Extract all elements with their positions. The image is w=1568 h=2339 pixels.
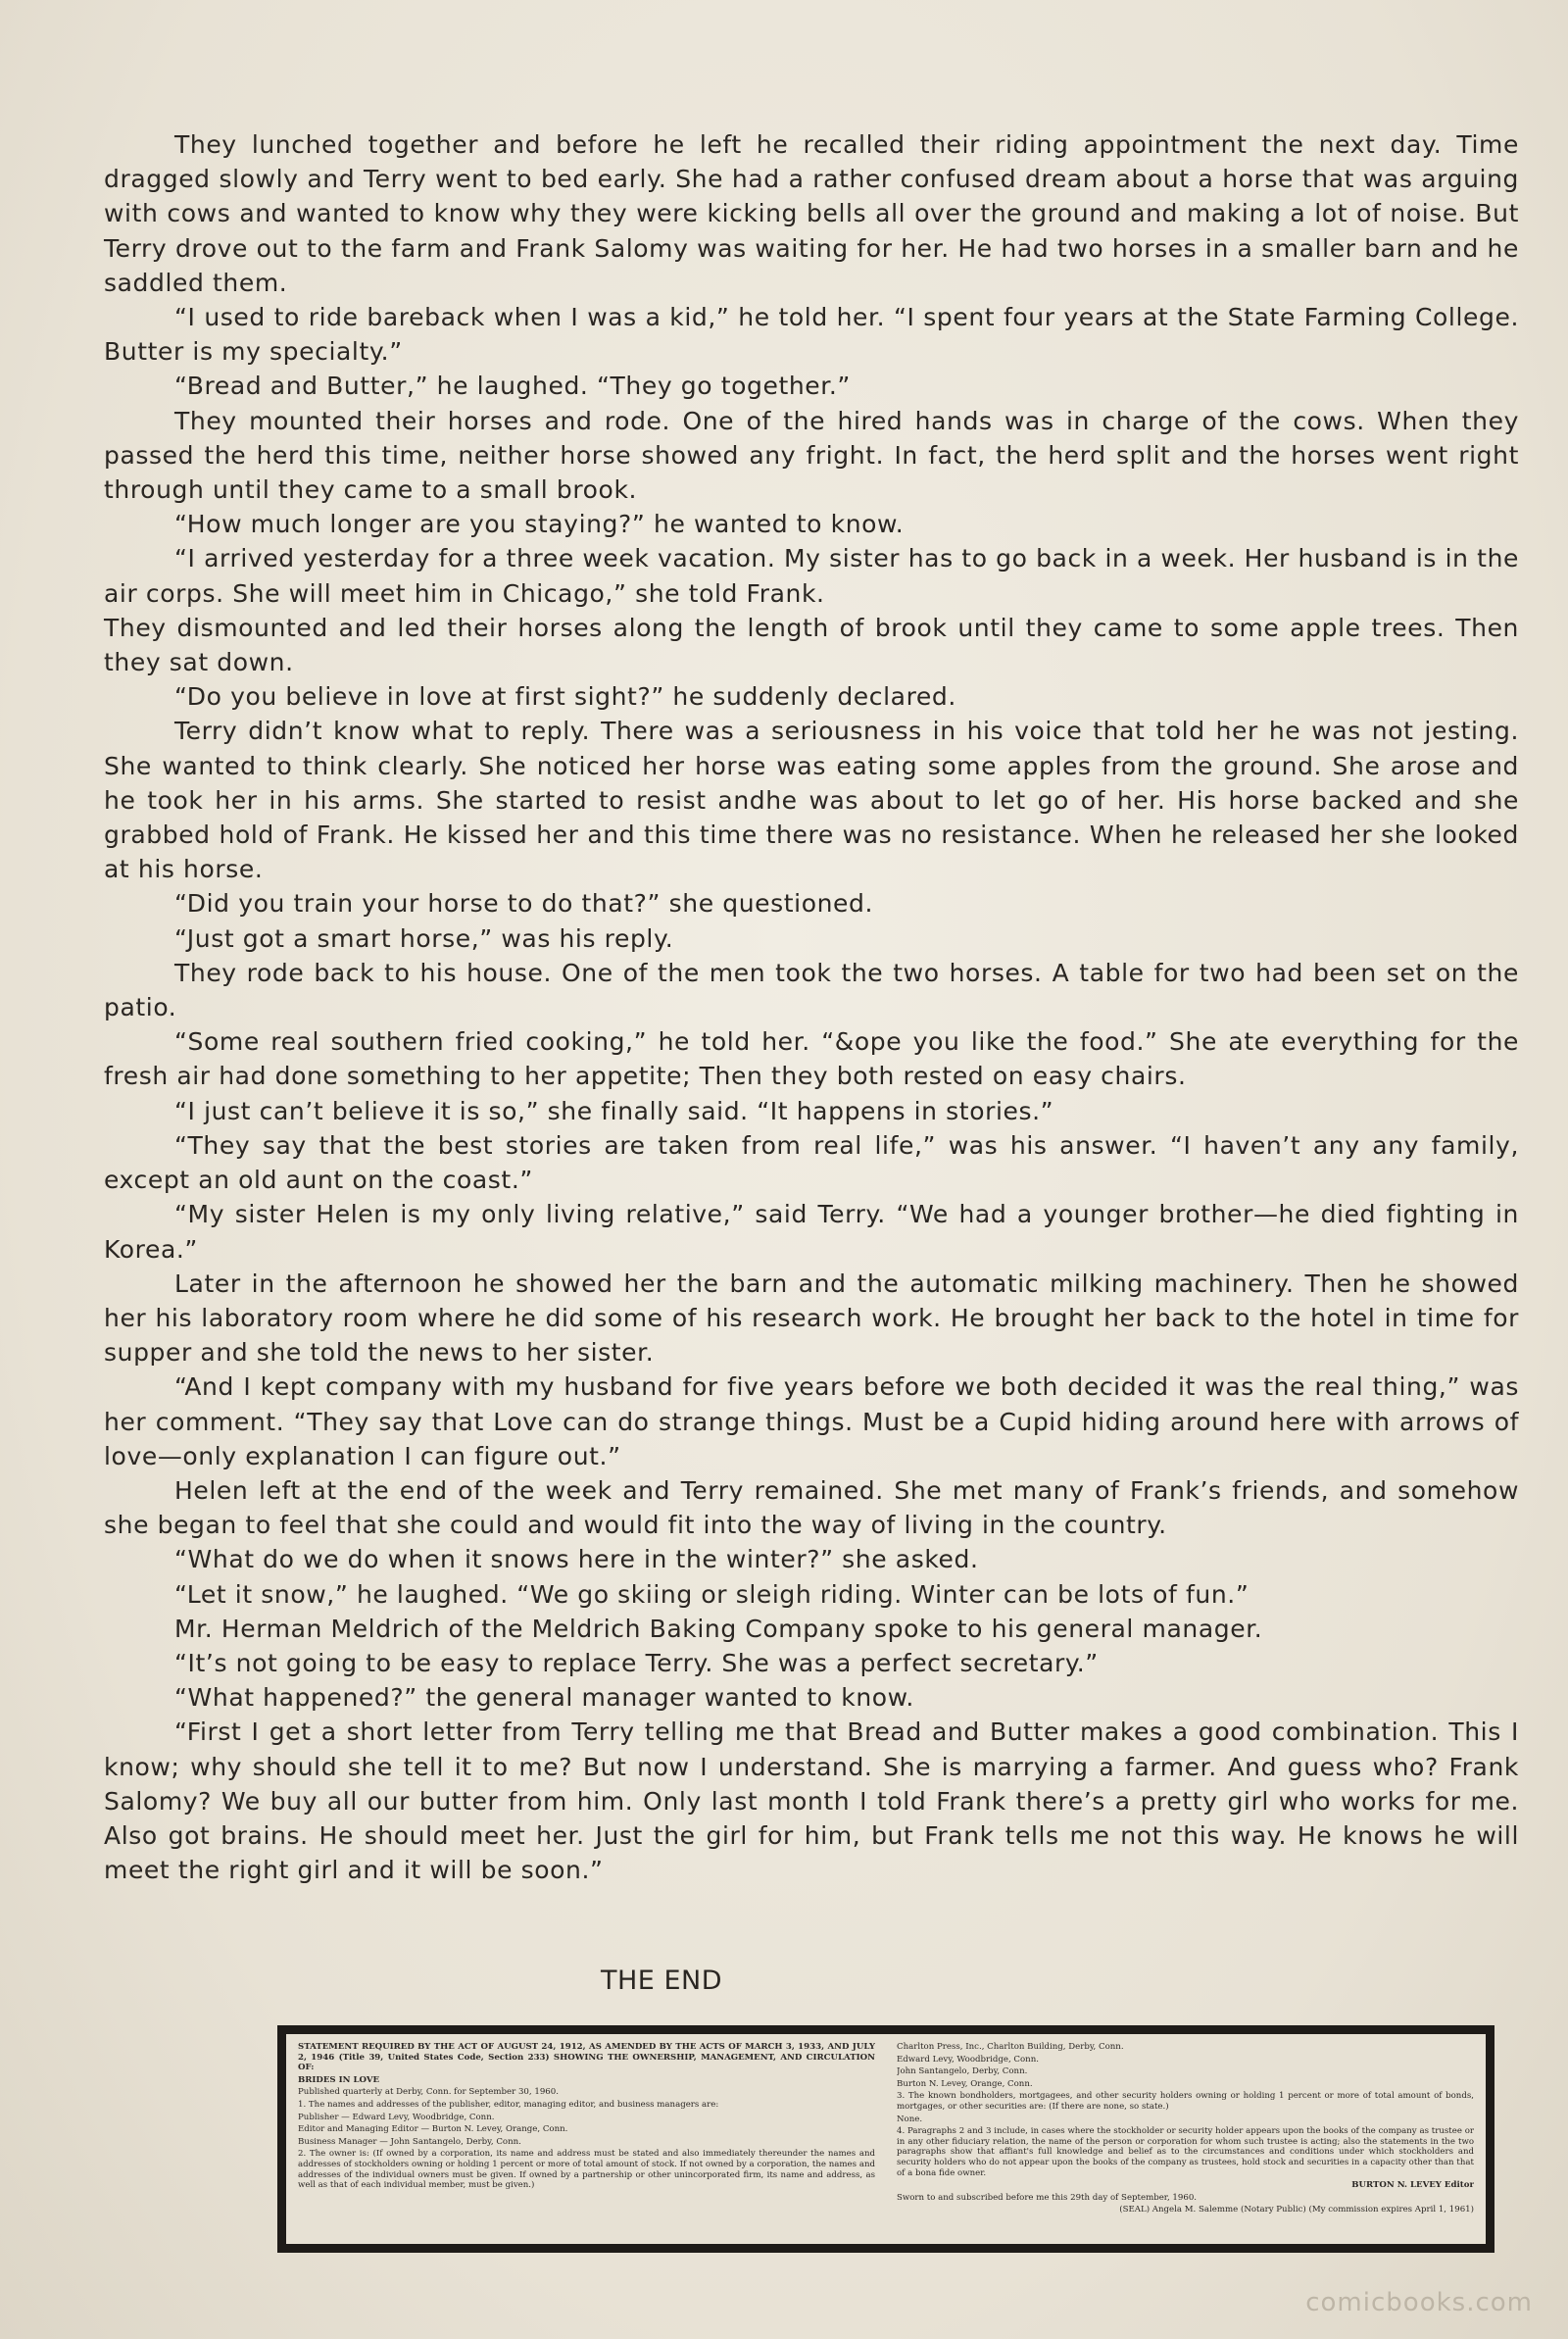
statement-item: Publisher — Edward Levy, Woodbridge, Conn. [298,2112,495,2122]
paragraph: They rode back to his house. One of the men took the two horses. A table for two had been set on the patio. [104,958,1519,1022]
statement-left-column [298,2042,875,2236]
paragraph: “Let it snow,” he laughed. “We go skiing or sleigh riding. Winter can be lots of fun.” [174,1579,1250,1609]
paragraph: “Do you believe in love at first sight?” he suddenly declared. [174,682,956,712]
the-end-label: THE END [601,1966,722,1996]
statement-item: 4. Paragraphs 2 and 3 include, in cases where the stockholder or security holder appears upon the books of the company as trustee or in any other fiduciary relation, the name of the person or corporation for whom such trustee is acting; also the statements in the two paragraphs show that affiant's full knowledge and belief as to the circumstances and conditions under which stockholders and security holders who do not appear upon the books of the company as trustees, hold stock and securities in a capacity other than that of a bona fide owner. [897,2126,1474,2178]
paragraph: They lunched together and before he left he recalled their riding appointment the next day. Time dragged slowly and Terry went to bed early. She had a rather confused dream about a horse that was arguing with cows and wanted to know why they were kicking bells all over the ground and making a lot of noise. But Terry drove out to the farm and Frank Salomy was waiting for her. He had two horses in a smaller barn and he saddled them. [104,130,1519,297]
statement-signature: BURTON N. LEVEY Editor [1351,2180,1474,2191]
paragraph: “I just can’t believe it is so,” she finally said. “It happens in stories.” [174,1096,1054,1125]
ownership-statement-box [277,2025,1494,2253]
paragraph: “How much longer are you staying?” he wanted to know. [174,510,905,539]
statement-item: 3. The known bondholders, mortgagees, and other security holders owning or holding 1 percent or more of total amount of bonds, mortgages, or other securities are: (If there are none, so state.) [897,2091,1474,2112]
paragraph: They dismounted and led their horses along the length of brook until they came to some apple trees. Then they sat down. [104,613,1519,677]
statement-item: Edward Levy, Woodbridge, Conn. [897,2054,1039,2065]
statement-item: 2. The owner is: (If owned by a corporation, its name and address must be stated and also immediately thereunder the names and addresses of stockholders owning or holding 1 percent or more of total amount of stock. If not owned by a corporation, the names and addresses of the individual owners must be given. If owned by a partnership or other unincorporated firm, its name and address, as well as that of each individual member, must be given.) [298,2149,875,2191]
statement-item: None. [897,2114,923,2124]
statement-publication: BRIDES IN LOVE [298,2074,380,2085]
story-text [104,127,1519,1887]
statement-heading: STATEMENT REQUIRED BY THE ACT OF AUGUST 24, 1912, AS AMENDED BY THE ACTS OF MARCH 3, 1933, AND JULY 2, 1946 (Title 39, United States Code, Section 233) SHOWING THE OWNERSHIP, MANAGEMENT, AND CIRCULATION OF: [298,2042,875,2073]
paragraph: “They say that the best stories are taken from real life,” was his answer. “I haven’t any any family, except an old aunt on the coast.” [104,1130,1519,1195]
paragraph: “Just got a smart horse,” was his reply. [174,923,674,953]
paragraph: Mr. Herman Meldrich of the Meldrich Baking Company spoke to his general manager. [174,1614,1263,1643]
watermark-label: comicbooks.com [1305,2288,1533,2317]
statement-item: John Santangelo, Derby, Conn. [897,2066,1028,2077]
statement-item: 1. The names and addresses of the publisher, editor, managing editor, and business managers are: [298,2099,719,2110]
statement-item: Editor and Managing Editor — Burton N. Levey, Orange, Conn. [298,2124,568,2135]
paragraph: Terry didn’t know what to reply. There was a seriousness in his voice that told her he was not jesting. She wanted to think clearly. She noticed her horse was eating some apples from the ground. She arose and he took her in his arms. She started to resist andhe was about to let go of her. His horse backed and she grabbed hold of Frank. He kissed her and this time there was no resistance. When he released her she looked at his horse. [104,717,1519,884]
paragraph: “What do we do when it snows here in the winter?” she asked. [174,1545,979,1574]
statement-item: Charlton Press, Inc., Charlton Building, Derby, Conn. [897,2042,1124,2052]
paragraph: “It’s not going to be easy to replace Terry. She was a perfect secretary.” [174,1648,1099,1677]
statement-item: Business Manager — John Santangelo, Derby, Conn. [298,2136,521,2147]
paragraph: “Did you train your horse to do that?” she questioned. [174,889,874,919]
paragraph: “First I get a short letter from Terry telling me that Bread and Butter makes a good combination. This I know; why should she tell it to me? But now I understand. She is marrying a farmer. And guess who? Frank Salomy? We buy all our butter from him. Only last month I told Frank there’s a pretty girl who works for me. Also got brains. He should meet her. Just the girl for him, but Frank tells me not this way. He knows he will meet the right girl and it will be soon.” [104,1717,1519,1885]
statement-right-column [897,2042,1474,2236]
statement-item: Burton N. Levey, Orange, Conn. [897,2078,1033,2089]
statement-published-line: Published quarterly at Derby, Conn. for September 30, 1960. [298,2087,559,2098]
paragraph: “I arrived yesterday for a three week vacation. My sister has to go back in a week. Her husband is in the air corps. She will meet him in Chicago,” she told Frank. [104,544,1519,608]
paragraph: “And I kept company with my husband for five years before we both decided it was the real thing,” was her comment. “They say that Love can do strange things. Must be a Cupid hiding around here with arrows of love—only explanation I can figure out.” [104,1372,1519,1470]
paragraph: They mounted their horses and rode. One of the hired hands was in charge of the cows. When they passed the herd this time, neither horse showed any fright. In fact, the herd split and the horses went right through until they came to a small brook. [104,406,1519,505]
statement-seal: (SEAL) Angela M. Salemme (Notary Public) (My commission expires April 1, 1961) [1119,2205,1474,2215]
paragraph: Helen left at the end of the week and Terry remained. She met many of Frank’s friends, and somehow she began to feel that she could and would fit into the way of living in the country. [104,1475,1519,1540]
statement-sworn: Sworn to and subscribed before me this 29th day of September, 1960. [897,2192,1198,2203]
paragraph: “My sister Helen is my only living relative,” said Terry. “We had a younger brother—he died fighting in Korea.” [104,1200,1519,1264]
paragraph: Later in the afternoon he showed her the barn and the automatic milking machinery. Then he showed her his laboratory room where he did some of his research work. He brought her back to the hotel in time for supper and she told the news to her sister. [104,1269,1519,1368]
paragraph: “I used to ride bareback when I was a kid,” he told her. “I spent four years at the State Farming College. Butter is my specialty.” [104,303,1519,367]
paragraph: “Bread and Butter,” he laughed. “They go together.” [174,372,851,401]
paragraph: “What happened?” the general manager wanted to know. [174,1683,914,1713]
paragraph: “Some real southern fried cooking,” he told her. “&ope you like the food.” She ate everything for the fresh air had done something to her appetite; Then they both rested on easy chairs. [104,1027,1519,1091]
